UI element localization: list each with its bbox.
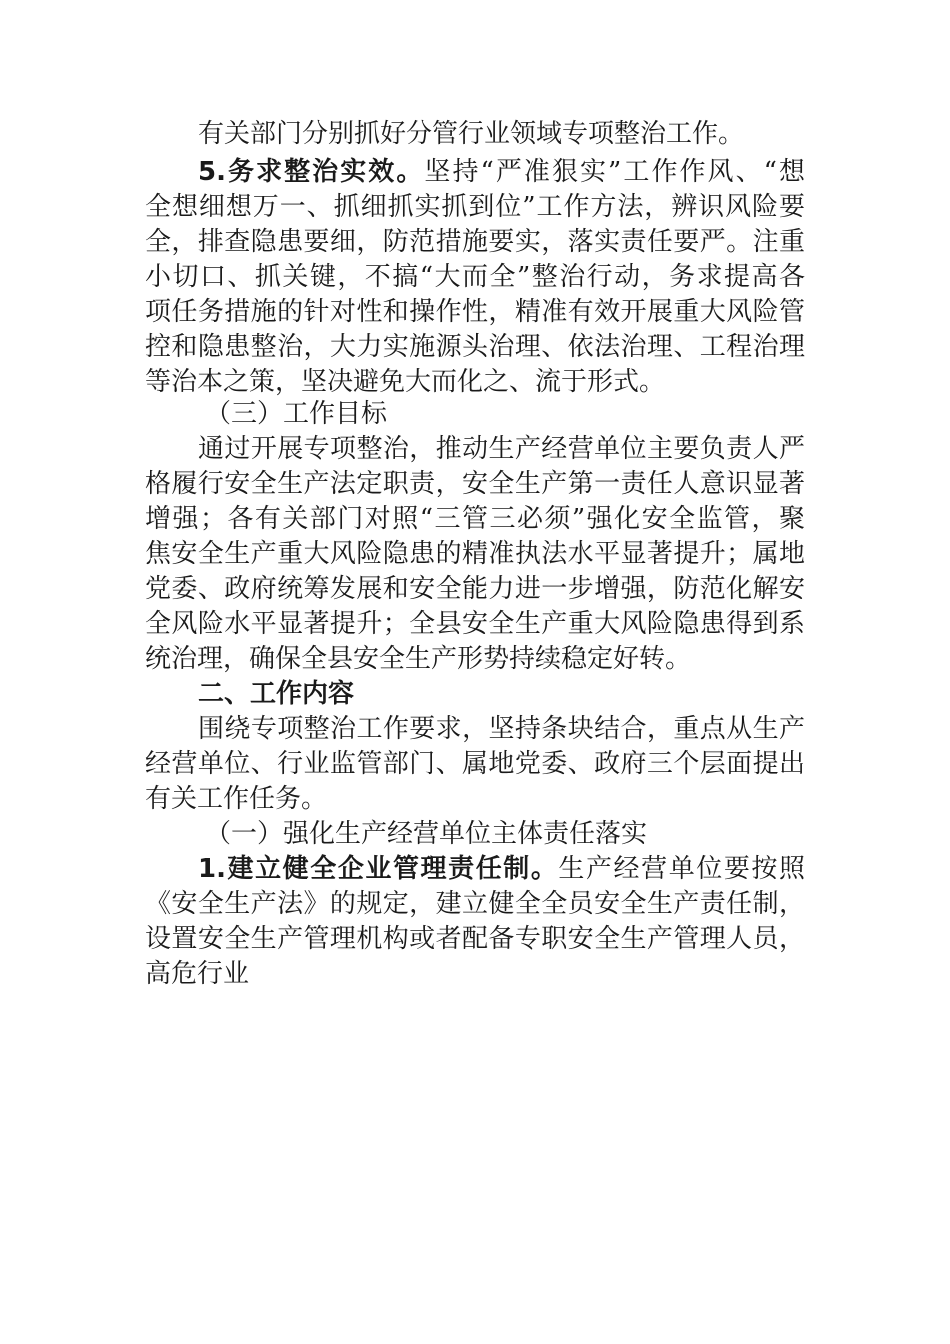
paragraph-5-first-line <box>198 155 805 189</box>
text-line: 增强；各有关部门对照“三管三必须”强化安全监管，聚 <box>145 504 805 534</box>
text-line: 围绕专项整治工作要求，坚持条块结合，重点从生产 <box>198 714 805 744</box>
paragraph-5-text: 坚持“严准狠实”工作作风、“想 <box>424 157 805 187</box>
text-line: 经营单位、行业监管部门、属地党委、政府三个层面提出 <box>145 749 805 779</box>
text-line: 《安全生产法》的规定，建立健全全员安全生产责任制， <box>145 889 805 919</box>
section-heading-content: 二、工作内容 <box>198 679 355 709</box>
text-line: 小切口、抓关键，不搞“大而全”整治行动，务求提高各 <box>145 262 805 292</box>
text-line: 有关工作任务。 <box>145 784 328 814</box>
text-line: 全风险水平显著提升；全县安全生产重大风险隐患得到系 <box>145 609 805 639</box>
text-line: 有关部门分别抓好分管行业领域专项整治工作。 <box>198 119 745 149</box>
text-line: 全，排查隐患要细，防范措施要实，落实责任要严。注重 <box>145 227 805 257</box>
text-line: 焦安全生产重大风险隐患的精准执法水平显著提升；属地 <box>145 539 805 569</box>
paragraph-1-first-line <box>198 852 805 886</box>
text-line: 高危行业 <box>145 959 250 989</box>
paragraph-1-lead: 1.建立健全企业管理责任制。 <box>198 854 559 884</box>
text-line: 党委、政府统筹发展和安全能力进一步增强，防范化解安 <box>145 574 805 604</box>
text-line: 通过开展专项整治，推动生产经营单位主要负责人严 <box>198 434 805 464</box>
text-line: 项任务措施的针对性和操作性，精准有效开展重大风险管 <box>145 297 805 327</box>
text-line: 全想细想万一、抓细抓实抓到位”工作方法，辨识风险要 <box>145 192 805 222</box>
paragraph-5-lead: 5.务求整治实效。 <box>198 157 425 187</box>
text-line: 控和隐患整治，大力实施源头治理、依法治理、工程治理 <box>145 332 805 362</box>
section-heading-goals: （三）工作目标 <box>205 399 388 429</box>
text-line: 格履行安全生产法定职责，安全生产第一责任人意识显著 <box>145 469 805 499</box>
paragraph-1-text: 生产经营单位要按照 <box>558 854 805 884</box>
text-line: 统治理，确保全县安全生产形势持续稳定好转。 <box>145 644 692 674</box>
subsection-heading: （一）强化生产经营单位主体责任落实 <box>205 819 648 849</box>
text-line: 设置安全生产管理机构或者配备专职安全生产管理人员， <box>145 924 805 954</box>
text-line: 等治本之策，坚决避免大而化之、流于形式。 <box>145 367 666 397</box>
